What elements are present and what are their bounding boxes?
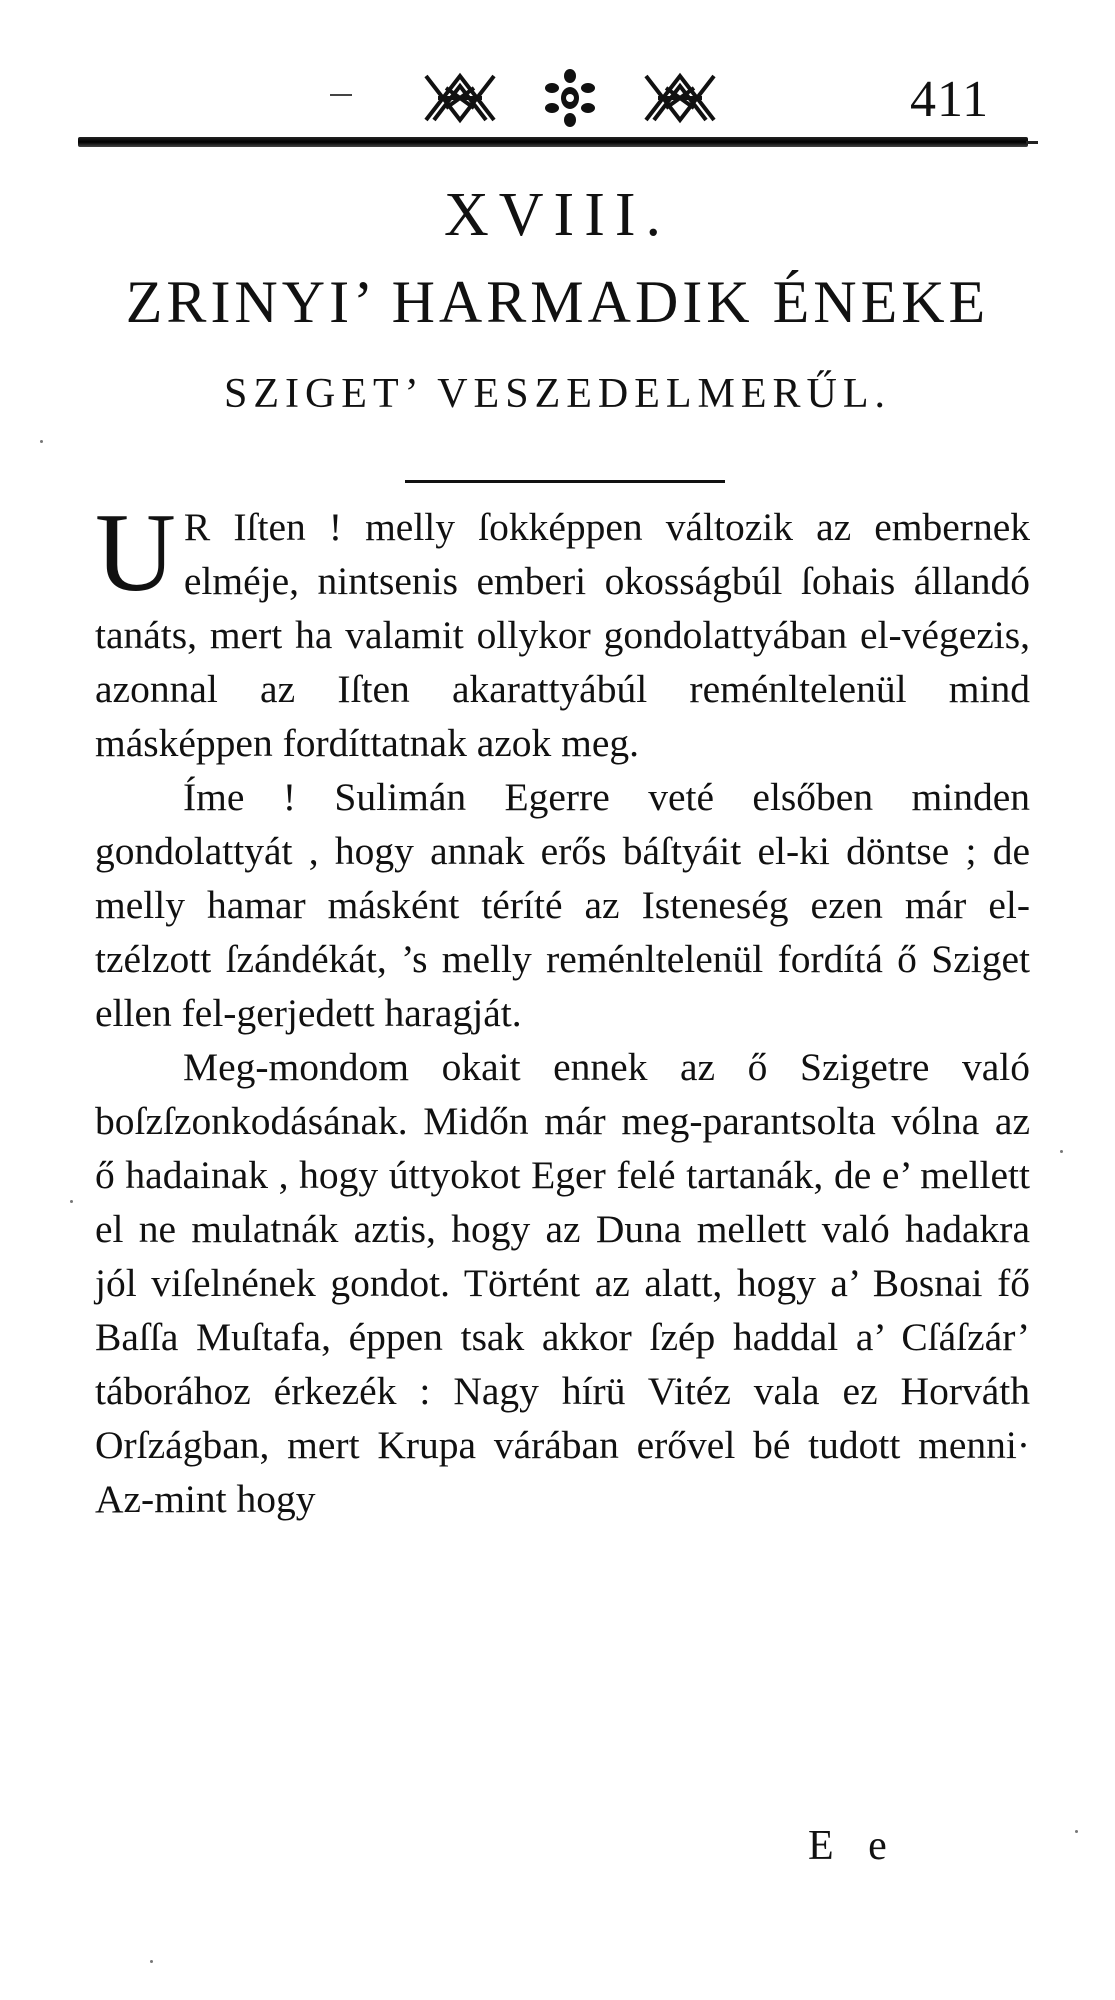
lattice-ornament-icon — [640, 68, 720, 128]
paragraph: Íme ! Sulimán Egerre veté elsőben minden gondolattyát , hogy annak erős báſtyáit el-ki döntse ; de melly hamar másként téríté az Isteneség ezen már el-tzélzott ſzándékát, ’s melly reménltelenül fordítá ő Sziget ellen fel-gerjedett haragját. — [95, 775, 1030, 1035]
header-dash — [330, 94, 352, 96]
paper-speck — [1060, 1150, 1063, 1153]
page-number: 411 — [910, 71, 990, 128]
chapter-subtitle: SZIGET’ VESZEDELMERŰL. — [223, 371, 892, 417]
drop-cap: U — [95, 491, 176, 615]
chapter-number: XVIII. — [444, 181, 671, 249]
paper-speck — [1075, 1830, 1078, 1833]
paper-speck — [150, 1960, 153, 1963]
paragraph: Meg-mondom okait ennek az ő Szigetre való boſzſzonkodásának. Midőn már meg-parantsolta vólna az ő hadainak , hogy úttyokot Eger felé tartanák, de e’ mellett el ne mulatnák aztis, hogy az Duna mellett való hadakra jól viſelnének gondot. Történt az alatt, hogy a’ Bosnai fő Baſſa Muſtafa, éppen tsak akkor ſzép haddal a’ Cſáſzár’ táborához érkezék : Nagy hírü Vitéz vala ez Horváth Orſzágban, mert Krupa várában erővel bé tudott menni· Az-mint hogy — [95, 1045, 1030, 1521]
header-ornaments — [420, 58, 720, 138]
header-rule — [78, 137, 1028, 147]
paper-speck — [40, 440, 43, 443]
title-divider — [405, 480, 725, 483]
paper-speck — [70, 1200, 73, 1203]
floral-ornament-icon — [530, 68, 610, 128]
paragraph — [95, 491, 1030, 770]
lattice-ornament-icon — [420, 68, 500, 128]
body-text — [95, 491, 1030, 1526]
paragraph-text: R Iſten ! melly ſokképpen változik az embernek elméje, nintsenis emberi okosságbúl ſohais állandó tanáts, mert ha valamit ollykor gondolattyában el-végezis, azonnal az Iſten akarattyábúl reménltelenül mind másképpen fordíttatnak azok meg. — [95, 505, 1030, 765]
chapter-title: ZRINYI’ HARMADIK ÉNEKE — [125, 269, 990, 335]
catchword: E e — [808, 1823, 899, 1869]
